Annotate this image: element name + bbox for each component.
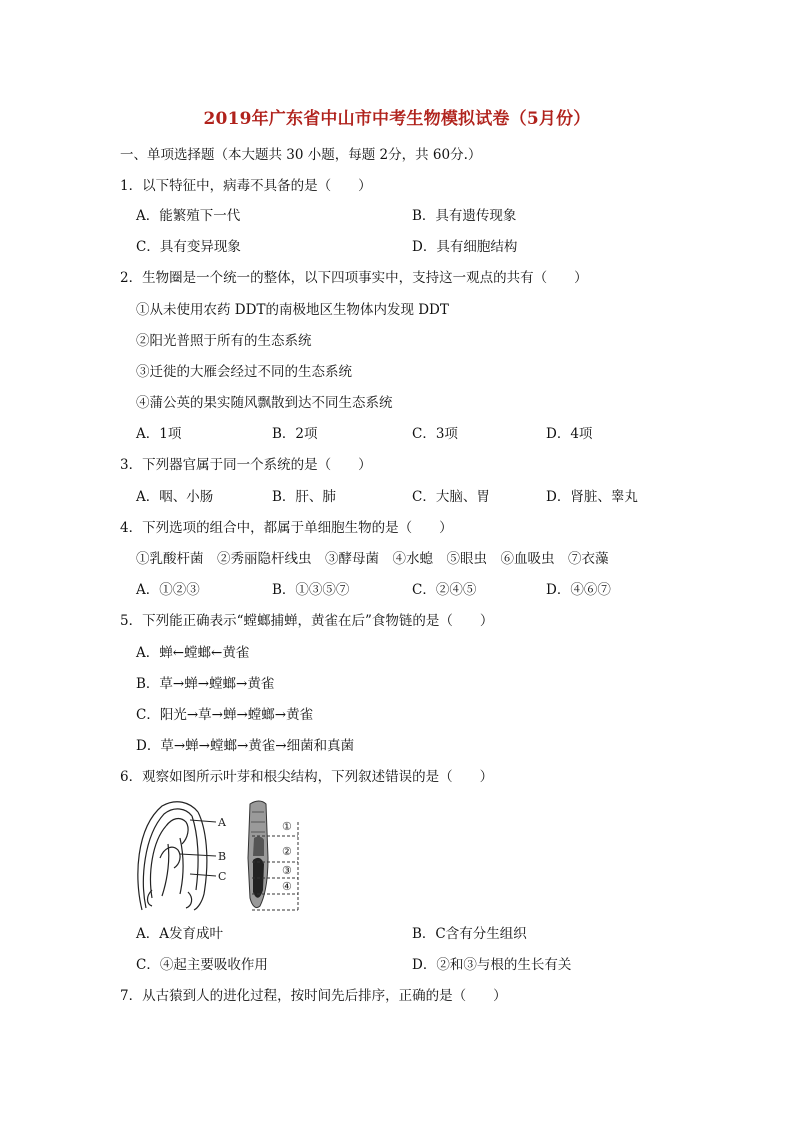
q5-option-a: A．蝉←螳螂←黄雀: [136, 645, 250, 661]
q1-option-c: C．具有变异现象: [136, 239, 241, 255]
q2-option-d: D．4项: [546, 426, 593, 442]
root-label-4: ④: [282, 880, 292, 893]
q2-item-4: ④蒲公英的果实随风飘散到达不同生态系统: [136, 395, 393, 411]
q1-option-d: D．具有细胞结构: [412, 239, 518, 255]
root-tip-drawing: [248, 801, 268, 908]
q5-option-c: C．阳光→草→蝉→螳螂→黄雀: [136, 707, 314, 723]
bud-label-c: C: [218, 870, 227, 883]
leaf-bud-drawing: [138, 802, 207, 910]
q4-option-b: B．①③⑤⑦: [272, 582, 350, 598]
root-label-1: ①: [282, 820, 292, 833]
q5-option-b: B．草→蝉→螳螂→黄雀: [136, 676, 275, 692]
q2-item-2: ②阳光普照于所有的生态系统: [136, 333, 312, 349]
q3-option-d: D．肾脏、睾丸: [546, 489, 638, 505]
question-4-stem: 4．下列选项的组合中，都属于单细胞生物的是（ ）: [120, 520, 453, 536]
q4-option-c: C．②④⑤: [412, 582, 477, 598]
question-6-stem: 6．观察如图所示叶芽和根尖结构，下列叙述错误的是（ ）: [120, 769, 494, 785]
q6-option-c: C．④起主要吸收作用: [136, 957, 268, 973]
section-heading: 一、单项选择题（本大题共 30 小题，每题 2分，共 60分.）: [120, 147, 482, 163]
q2-item-3: ③迁徙的大雁会经过不同的生态系统: [136, 364, 352, 380]
bud-label-a: A: [218, 816, 226, 829]
q2-option-a: A．1项: [136, 426, 182, 442]
q1-option-b: B．具有遗传现象: [412, 208, 517, 224]
q3-option-c: C．大脑、胃: [412, 489, 490, 505]
q6-option-b: B．C含有分生组织: [412, 926, 527, 942]
q2-option-c: C．3项: [412, 426, 458, 442]
q3-option-a: A．咽、小肠: [136, 489, 214, 505]
q4-option-a: A．①②③: [136, 582, 200, 598]
bud-label-b: B: [218, 850, 227, 863]
question-2-stem: 2．生物圈是一个统一的整体，以下四项事实中，支持这一观点的共有（ ）: [120, 270, 588, 286]
q1-option-a: A．能繁殖下一代: [136, 208, 241, 224]
q2-option-b: B．2项: [272, 426, 318, 442]
question-5-stem: 5．下列能正确表示“螳螂捕蝉，黄雀在后”食物链的是（ ）: [120, 613, 494, 629]
q6-option-a: A．A发育成叶: [136, 926, 223, 942]
q4-option-d: D．④⑥⑦: [546, 582, 611, 598]
root-label-2: ②: [282, 845, 292, 858]
leaf-bud-root-tip-figure: [132, 798, 328, 916]
root-label-3: ③: [282, 864, 292, 877]
q2-item-1: ①从未使用农药 DDT的南极地区生物体内发现 DDT: [136, 302, 449, 318]
page-title: 2019年广东省中山市中考生物模拟试卷（5月份）: [203, 109, 591, 129]
question-7-stem: 7．从古猿到人的进化过程，按时间先后排序，正确的是（ ）: [120, 988, 507, 1004]
q5-option-d: D．草→蝉→螳螂→黄雀→细菌和真菌: [136, 738, 355, 754]
q4-items: ①乳酸杆菌 ②秀丽隐杆线虫 ③酵母菌 ④水螅 ⑤眼虫 ⑥血吸虫 ⑦衣藻: [136, 551, 609, 567]
q6-option-d: D．②和③与根的生长有关: [412, 957, 572, 973]
question-3-stem: 3．下列器官属于同一个系统的是（ ）: [120, 457, 372, 473]
q3-option-b: B．肝、肺: [272, 489, 336, 505]
question-1-stem: 1．以下特征中，病毒不具备的是（ ）: [120, 178, 372, 194]
